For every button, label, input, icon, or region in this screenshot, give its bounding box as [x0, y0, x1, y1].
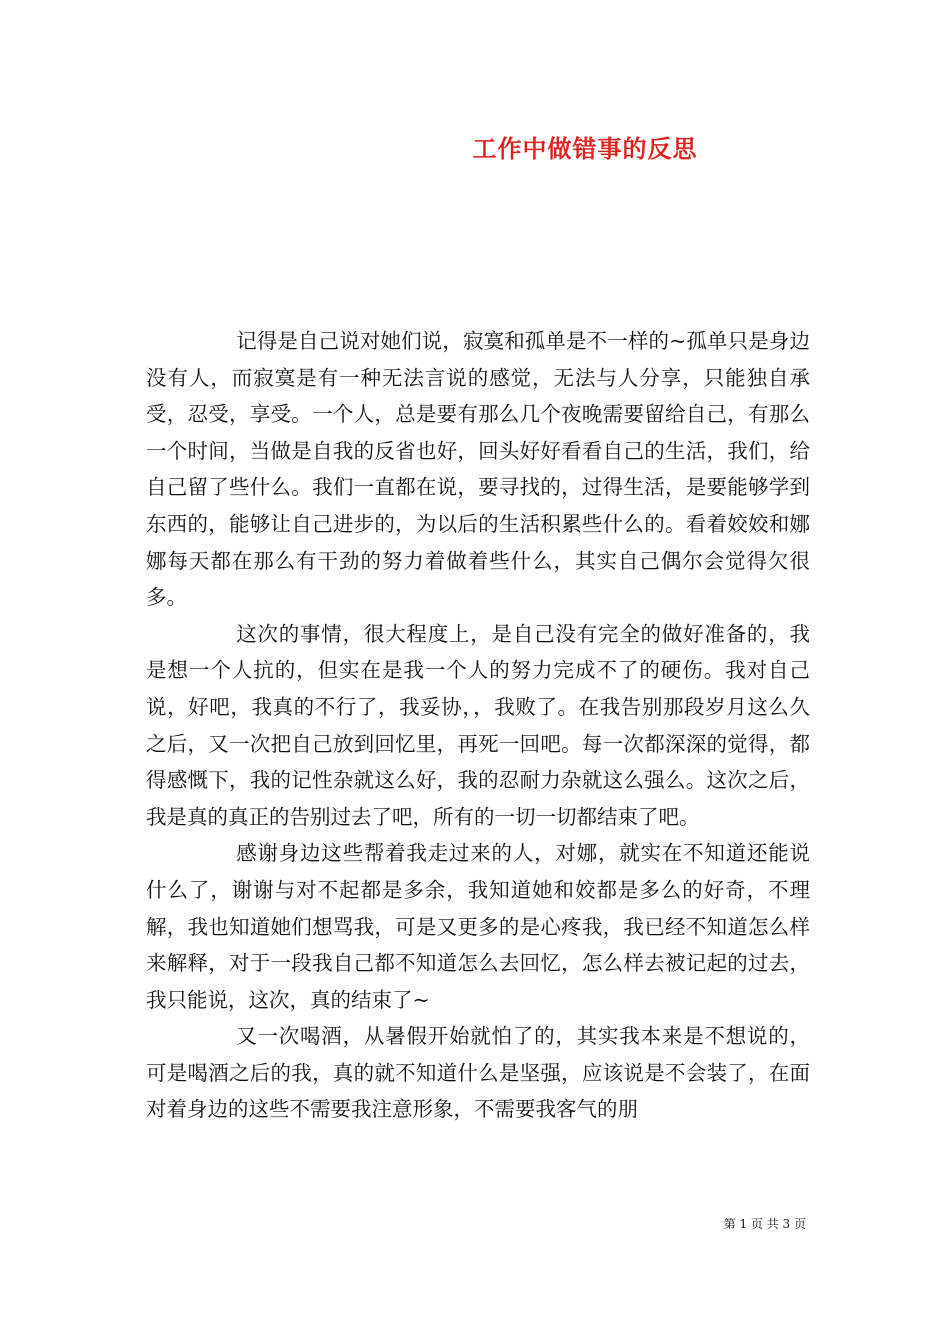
paragraph: 又一次喝酒，从暑假开始就怕了的，其实我本来是不想说的，可是喝酒之后的我，真的就不知道什么是坚强，应该说是不会装了，在面对着身边的这些不需要我注意形象，不需要我客气的朋: [146, 1024, 810, 1122]
paragraph: 这次的事情，很大程度上，是自己没有完全的做好准备的，我是想一个人抗的，但实在是我一个人的努力完成不了的硬伤。我对自己说，好吧，我真的不行了，我妥协，，我败了。在我告别那段岁月这么久之后，又一次把自己放到回忆里，再死一回吧。每一次都深深的觉得，都得感慨下，我的记性杂就这么好，我的忍耐力杂就这么强么。这次之后，我是真的真正的告别过去了吧，所有的一切一切都结束了吧。: [146, 621, 810, 829]
paragraph: 记得是自己说对她们说，寂寞和孤单是不一样的~孤单只是身边没有人，而寂寞是有一种无法言说的感觉，无法与人分享，只能独自承受，忍受，享受。一个人，总是要有那么几个夜晚需要留给自己，有那么一个时间，当做是自我的反省也好，回头好好看看自己的生活，我们，给自己留了些什么。我们一直都在说，要寻找的，过得生活，是要能够学到东西的，能够让自己进步的，为以后的生活积累些什么的。看着姣姣和娜娜每天都在那么有干劲的努力着做着些什么，其实自己偶尔会觉得欠很多。: [146, 329, 810, 610]
paragraph: 感谢身边这些帮着我走过来的人，对娜，就实在不知道还能说什么了，谢谢与对不起都是多余，我知道她和姣都是多么的好奇，不理解，我也知道她们想骂我，可是又更多的是心疼我，我已经不知道怎么样来解释，对于一段我自己都不知道怎么去回忆，怎么样去被记起的过去，我只能说，这次，真的结束了~: [146, 841, 810, 1012]
page-number-footer: 第 1 页 共 3 页: [723, 1217, 806, 1231]
document-body: [146, 323, 810, 1128]
document-title: 工作中做错事的反思: [472, 134, 698, 163]
